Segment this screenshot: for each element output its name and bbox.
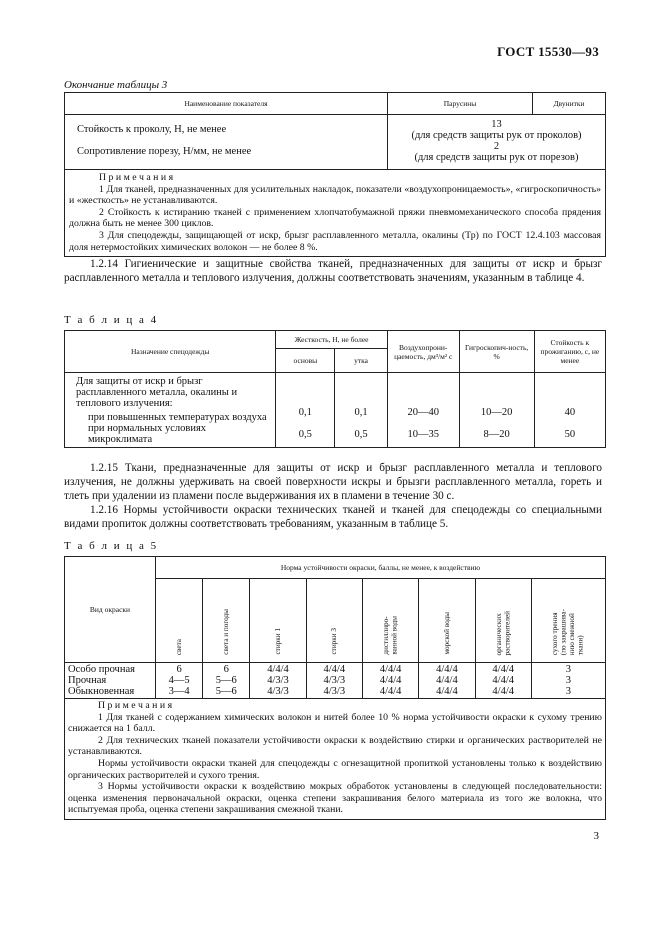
table4 — [64, 330, 606, 448]
table5-notes-title: П р и м е ч а н и я — [98, 700, 173, 711]
table5-header-type: Вид окраски — [65, 557, 156, 663]
table5-header-organic-solvents-label: органических растворителей — [494, 610, 512, 655]
table3-note-1: 1 Для тканей, предназначенных для усилительных накладок, показатели «воздухопроницаемость», «гигроскопичность» и «жесткость» не устанавливаются. — [69, 183, 601, 207]
table4-row1-burn: 40 — [564, 407, 576, 418]
table5-col-wash-1-values — [250, 663, 306, 699]
table4-caption: Т а б л и ц а 4 — [64, 314, 159, 326]
table5-cell: 4/4/4 — [379, 675, 402, 686]
table4-row1-air: 20—40 — [407, 407, 439, 418]
table5-cell: 4/4/4 — [436, 675, 458, 686]
table5-cell: 4—5 — [168, 675, 190, 686]
table4-header-base: основы — [276, 349, 335, 373]
table5-col-sea-water-values — [419, 663, 475, 699]
table5-cell: 4/4/4 — [492, 686, 514, 697]
table5-cell: 4/3/3 — [323, 675, 346, 686]
table3-row1-name: Стойкость к проколу, Н, не менее — [77, 124, 227, 135]
table5-header-norm: Норма устойчивости окраски, баллы, не менее, к воздействию — [156, 557, 606, 579]
table5-row-0-name: Особо прочная — [68, 664, 135, 675]
table5-cell: 4/4/4 — [379, 686, 402, 697]
table5-col-organic-solvents-values — [475, 663, 531, 699]
table5-header-wash-1 — [250, 579, 306, 663]
table5-header-dry-rubbing-label: сухого трения (по закрашива- нию смежной ткани) — [551, 608, 585, 655]
table5-cell: 5—6 — [215, 675, 237, 686]
document-header: ГОСТ 15530—93 — [497, 44, 599, 59]
table5-cell: 4/4/4 — [436, 686, 458, 697]
table4-header-burn: Стойкость к прожиганию, с, не менее — [534, 331, 605, 373]
table5-row-names — [65, 663, 156, 699]
table5-caption: Т а б л и ц а 5 — [64, 540, 159, 552]
table5-header-wash-3 — [306, 579, 362, 663]
table5-cell: 5—6 — [215, 686, 237, 697]
table5-cell: 4/3/3 — [267, 686, 289, 697]
table3-note-2: 2 Стойкость к истиранию тканей с применением хлопчатобумажной пряжи пневмомеханического способа прядения должна быть не менее 300 циклов. — [69, 206, 601, 230]
table4-header-weft: утка — [335, 349, 388, 373]
table5-cell: 4/4/4 — [267, 664, 289, 675]
table4-row1-weft: 0,1 — [354, 407, 368, 418]
table4-row1-base: 0,1 — [298, 407, 312, 418]
table5-cell: 3 — [565, 675, 572, 686]
table5-header-sea-water-label: морской воды — [442, 612, 451, 655]
table5-header-sea-water — [419, 579, 475, 663]
table5-header-distilled-water-label: дистиллиро- ванной воды — [382, 616, 399, 655]
paragraph-1-2-16: 1.2.16 Нормы устойчивости окраски технических тканей и тканей для спецодежды со специальными видами пропиток должны соответствовать требованиям, указанным в таблице 5. — [64, 504, 602, 530]
table5-header-organic-solvents — [475, 579, 531, 663]
table3-header-dvunitki: Двунитки — [533, 93, 606, 115]
table5-cell: 4/4/4 — [492, 675, 514, 686]
table3-note-3: 3 Для спецодежды, защищающей от искр, брызг расплавленного металла, окалины (Тр) по ГОСТ 12.4.103 массовая доля нетермостойких химических волокон — не более 8 %. — [69, 229, 601, 253]
table5-cell: 4/4/4 — [323, 664, 346, 675]
table5-cell: 4/4/4 — [379, 664, 402, 675]
table5-note-3: 3 Нормы устойчивости окраски к воздействию мокрых обработок установлены в следующей последовательности: оценка изменения первоначальной окраски, оценка степени закрашивания белого материала из того же волокна, что испытуемая проба, оценка степени закрашивания смежной ткани. — [68, 781, 602, 816]
table3-row2-value: 2 — [493, 141, 500, 152]
table4-row2-label: при нормальных условиях микроклимата — [88, 423, 207, 445]
table5-row-1-name: Прочная — [68, 675, 107, 686]
table5-header-light — [156, 579, 203, 663]
table3-caption: Окончание таблицы 3 — [64, 79, 168, 91]
table3-header-parusiny: Парусины — [388, 93, 533, 115]
table5-note-2b: Нормы устойчивости окраски тканей для спецодежды с огнезащитной пропиткой установлены только к воздействию органических растворителей и сухого трения. — [68, 757, 602, 781]
table5-cell: 4/3/3 — [267, 675, 289, 686]
table5-col-distilled-water-values — [362, 663, 418, 699]
table5-cell: 3 — [565, 664, 572, 675]
table3-row1-value: 13 — [491, 119, 502, 130]
table5-col-dry-rubbing-values — [531, 663, 605, 699]
table5-cell: 6 — [223, 664, 229, 675]
page-number: 3 — [593, 830, 599, 842]
table4-row2-air: 10—35 — [407, 429, 439, 440]
table5-header-dry-rubbing — [531, 579, 605, 663]
table5-note-1: 1 Для тканей с содержанием химических волокон и нитей более 10 % норма устойчивости окраски к сухому трению снижается на 1 балл. — [68, 711, 602, 735]
table5-row-2-name: Обыкновенная — [68, 686, 135, 697]
table3-row1-note: (для средств защиты рук от проколов) — [411, 130, 582, 141]
table5-col-light-weather-values — [203, 663, 250, 699]
table5-cell: 4/4/4 — [492, 664, 514, 675]
paragraph-1-2-15: 1.2.15 Ткани, предназначенные для защиты от искр и брызг расплавленного металла и теплового излучения, не должны удерживать на своей поверхности искры и брызги расплавленного металла, гореть и тлеть при удалении из пламени после выдерживания их в пламени в течение 30 с. — [64, 462, 602, 502]
table3-header-name: Наименование показателя — [65, 93, 388, 115]
table3-row2-name: Сопротивление порезу, Н/мм, не менее — [77, 146, 252, 157]
table4-header-air: Воздухопрони-цаемость, дм³/м² с — [387, 331, 459, 373]
table5-cell: 4/3/3 — [323, 686, 346, 697]
table5-col-wash-3-values — [306, 663, 362, 699]
table4-header-hygro: Гигроскопич-ность, % — [459, 331, 534, 373]
table5-col-light-values — [156, 663, 203, 699]
table4-row2-burn: 50 — [564, 429, 576, 440]
table5-cell: 3—4 — [168, 686, 190, 697]
table5-cell: 3 — [565, 686, 572, 697]
table4-row2-hygro: 8—20 — [483, 429, 510, 440]
table4-row2-base: 0,5 — [298, 429, 312, 440]
table5-cell: 6 — [176, 664, 182, 675]
table5-header-distilled-water — [362, 579, 418, 663]
table4-group-label: Для защиты от искр и брызг расплавленного металла, окалины и теплового излучения: — [76, 376, 238, 409]
table5-header-light-weather — [203, 579, 250, 663]
table5-note-2: 2 Для технических тканей показатели устойчивости окраски к воздействию стирки и органических растворителей не устанавливаются. — [68, 734, 602, 758]
table5 — [64, 556, 606, 820]
table3-row2-note: (для средств защиты рук от порезов) — [414, 152, 579, 163]
table5-header-wash-1-label: стирки 1 — [273, 628, 282, 655]
table4-header-stiffness: Жесткость, Н, не более — [276, 331, 387, 349]
table4-row2-weft: 0,5 — [354, 429, 368, 440]
paragraph-1-2-14: 1.2.14 Гигиенические и защитные свойства тканей, предназначенных для защиты от искр и брызг расплавленного металла и теплового излучения, должны соответствовать значениям, указанным в таблице 4. — [64, 258, 602, 284]
table3-notes-title: П р и м е ч а н и я — [99, 172, 174, 183]
table4-header-purpose: Назначение спецодежды — [65, 331, 276, 373]
table5-cell: 4/4/4 — [436, 664, 458, 675]
table5-header-wash-3-label: стирки 3 — [330, 628, 339, 655]
table5-header-light-label: света — [174, 638, 183, 655]
table5-header-light-weather-label: света и погоды — [222, 609, 231, 655]
table4-row1-hygro: 10—20 — [480, 407, 513, 418]
table4-row1-label: при повышенных температурах воздуха — [88, 412, 267, 423]
table3 — [64, 92, 606, 257]
